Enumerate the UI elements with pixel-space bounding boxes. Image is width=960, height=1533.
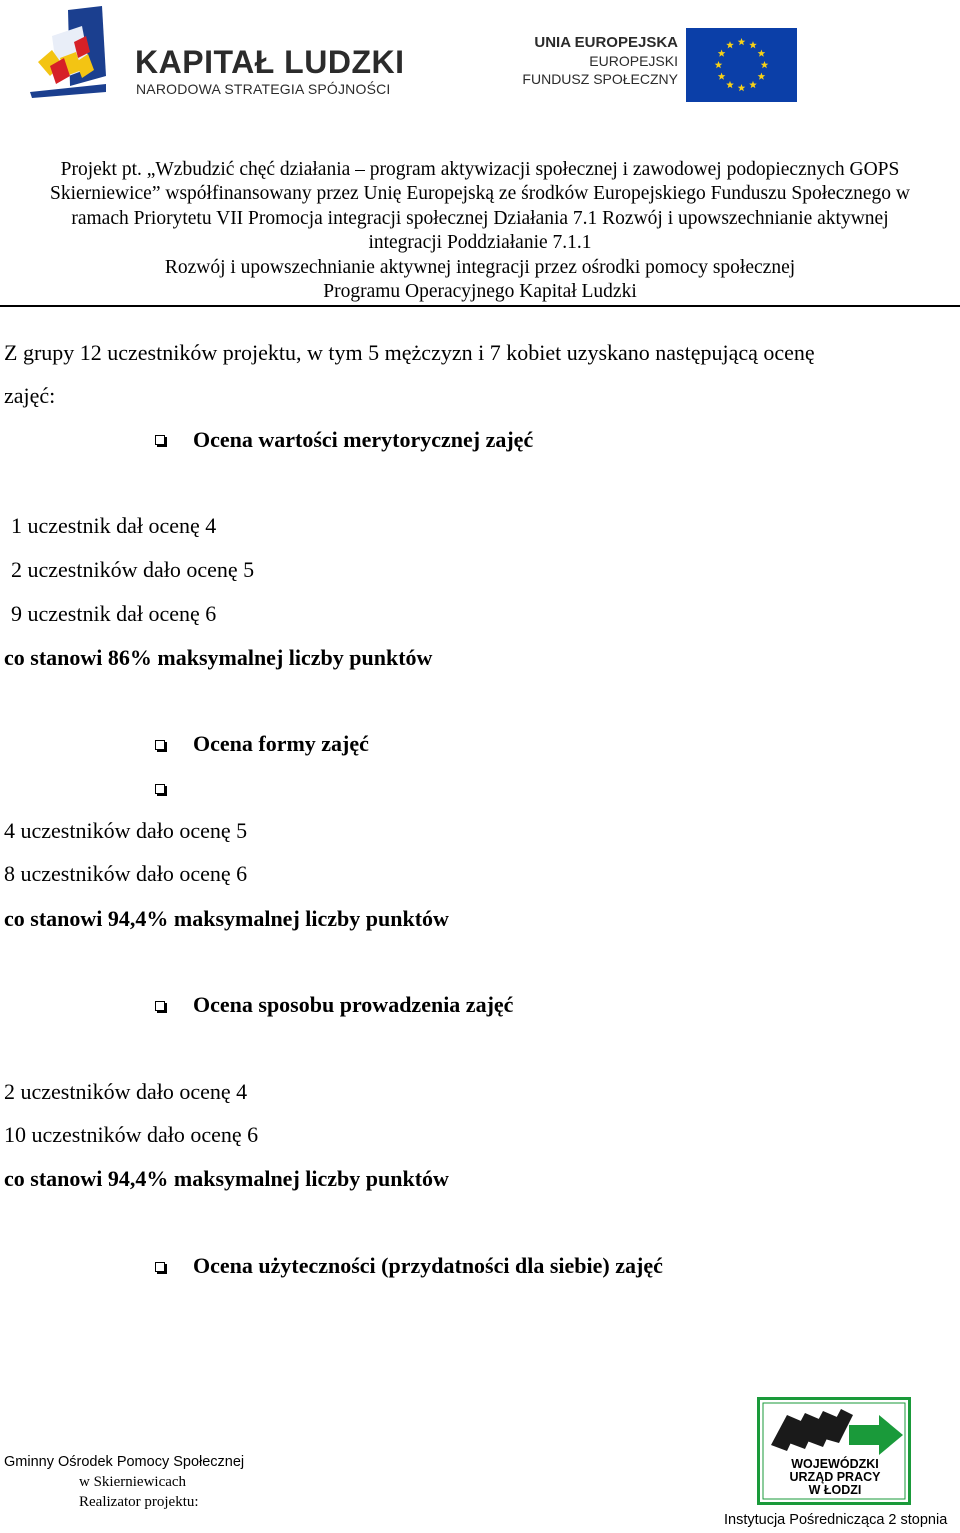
wup-logo-line1: WOJEWÓDZKI <box>791 1457 879 1471</box>
checkbox-bullet-icon <box>155 435 165 445</box>
eu-logo-line3: FUNDUSZ SPOŁECZNY <box>522 71 678 87</box>
footer-realizator <box>4 1452 244 1512</box>
footer-org-name: Gminny Ośrodek Pomocy Społecznej <box>4 1454 245 1470</box>
footer-org-city: w Skierniewicach <box>79 1474 187 1490</box>
section-summary: co stanowi 86% maksymalnej liczby punktów <box>4 645 433 670</box>
project-header <box>0 158 960 304</box>
section-heading: Ocena wartości merytorycznej zajęć <box>193 427 534 452</box>
wup-logo-line2: URZĄD PRACY <box>789 1470 881 1484</box>
checkbox-bullet-icon <box>155 1262 165 1272</box>
eu-logo-text <box>518 34 678 88</box>
eu-logo-line1: UNIA EUROPEJSKA <box>534 34 678 51</box>
eu-logo-line2: EUROPEJSKI <box>589 53 678 69</box>
section-summary: co stanowi 94,4% maksymalnej liczby punktów <box>4 906 449 931</box>
eu-flag-icon <box>686 28 797 102</box>
project-header-line: Skierniewice” współfinansowany przez Unię Europejską ze środków Europejskiego Funduszu Społecznego w <box>50 183 910 205</box>
section-heading: Ocena sposobu prowadzenia zajęć <box>193 992 514 1017</box>
intro-text-line2: zajęć: <box>4 383 56 408</box>
checkbox-bullet-icon <box>155 740 165 750</box>
result-line: 8 uczestników dało ocenę 6 <box>4 861 248 886</box>
footer-institution: Instytucja Pośrednicząca 2 stopnia <box>724 1512 948 1528</box>
checkbox-bullet-icon <box>155 1001 165 1011</box>
wup-logo-text <box>770 1458 900 1497</box>
section-heading: Ocena użyteczności (przydatności dla siebie) zajęć <box>193 1253 663 1278</box>
section-summary: co stanowi 94,4% maksymalnej liczby punktów <box>4 1166 449 1191</box>
project-header-line: Rozwój i upowszechnianie aktywnej integracji przez ośrodki pomocy społecznej <box>164 256 796 278</box>
kapital-ludzki-emblem-icon <box>30 6 110 124</box>
result-line: 2 uczestników dało ocenę 4 <box>4 1079 248 1104</box>
project-header-line: Projekt pt. „Wzbudzić chęć działania – program aktywizacji społecznej i zawodowej podopiecznych GOPS <box>60 159 900 180</box>
checkbox-bullet-icon <box>155 784 165 794</box>
kapital-ludzki-title: KAPITAŁ LUDZKI <box>135 44 405 80</box>
section-heading: Ocena formy zajęć <box>193 731 369 756</box>
eu-logo <box>518 28 800 104</box>
header-divider <box>0 305 960 307</box>
result-line: 2 uczestników dało ocenę 5 <box>11 557 255 582</box>
result-line: 1 uczestnik dał ocenę 4 <box>11 513 217 538</box>
wup-logo-line3: W ŁODZI <box>808 1483 862 1497</box>
result-line: 4 uczestników dało ocenę 5 <box>4 818 248 843</box>
result-line: 10 uczestników dało ocenę 6 <box>4 1122 259 1147</box>
intro-text-line1: Z grupy 12 uczestników projektu, w tym 5 mężczyzn i 7 kobiet uzyskano następującą ocenę <box>4 340 815 365</box>
footer-realizator-label: Realizator projektu: <box>79 1494 199 1510</box>
kapital-ludzki-subtitle: NARODOWA STRATEGIA SPÓJNOŚCI <box>136 81 391 97</box>
project-header-line: ramach Priorytetu VII Promocja integracji społecznej Działania 7.1 Rozwój i upowszechnianie aktywnej <box>71 207 889 229</box>
kapital-ludzki-logo <box>30 6 405 124</box>
result-line: 9 uczestnik dał ocenę 6 <box>11 601 217 626</box>
project-header-line: integracji Poddziałanie 7.1.1 <box>368 232 592 254</box>
project-header-line: Programu Operacyjnego Kapitał Ludzki <box>323 281 637 303</box>
